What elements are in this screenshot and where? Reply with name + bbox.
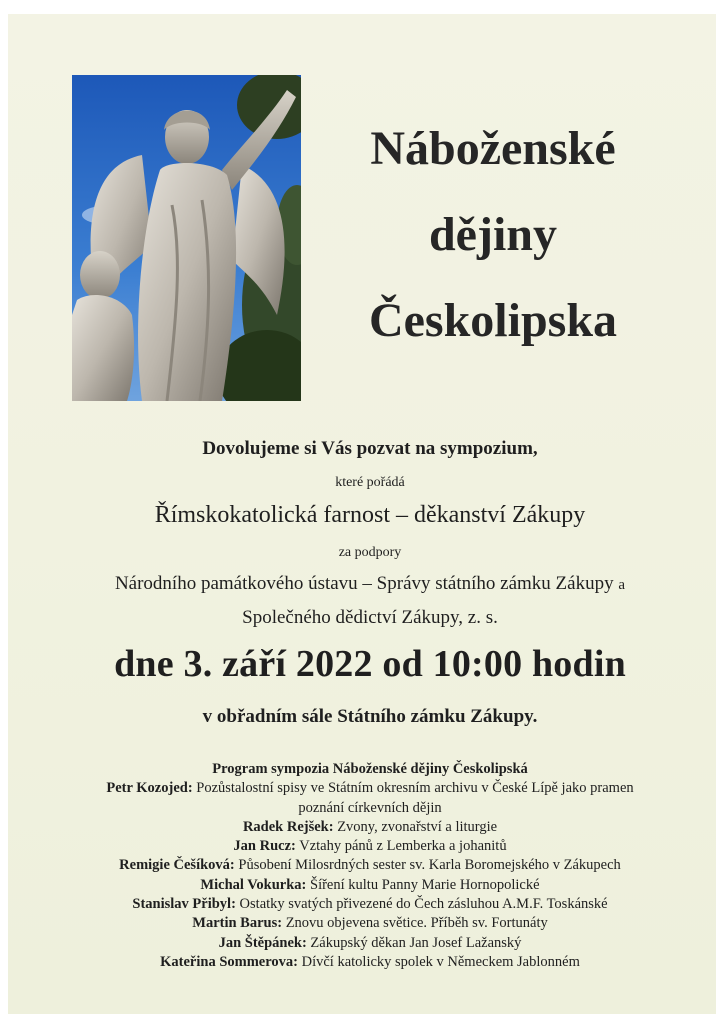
supporter-2: Společného dědictví Zákupy, z. s. — [242, 607, 498, 628]
talk-topic: Působení Milosrdných sester sv. Karla Boromejského v Zákupech — [238, 857, 621, 874]
title-line-2: dějiny — [428, 208, 557, 261]
program-item — [48, 837, 692, 856]
talk-topic: Šíření kultu Panny Marie Hornopolické — [310, 876, 540, 893]
talk-topic: Zvony, zvonařství a liturgie — [337, 818, 498, 835]
program-item — [48, 818, 692, 837]
speaker-name: Remigie Češíková: — [119, 857, 235, 874]
organizer-intro: které pořádá — [335, 475, 405, 490]
event-venue: v obřadním sále Státního zámku Zákupy. — [202, 706, 538, 727]
talk-topic: Zákupský děkan Jan Josef Lažanský — [310, 934, 522, 951]
talk-topic-continued: poznání církevních dějin — [298, 799, 442, 816]
speaker-name: Petr Kozojed: — [106, 780, 193, 797]
talk-topic: Vztahy pánů z Lemberka a johanitů — [299, 838, 507, 855]
talk-topic: Dívčí katolicky spolek v Německem Jablonném — [301, 953, 580, 970]
program-item — [48, 856, 692, 875]
organizer-name: Římskokatolická farnost – děkanství Zákupy — [154, 502, 586, 528]
title-line-3: Českolipska — [368, 294, 618, 347]
talk-topic: Znovu objevena světice. Příběh sv. Fortunáty — [285, 915, 548, 932]
speaker-name: Radek Rejšek: — [242, 818, 334, 835]
invitation-text: Dovolujeme si Vás pozvat na sympozium, — [202, 438, 538, 459]
program-item — [48, 934, 692, 953]
supporter-conjunction: a — [618, 577, 626, 593]
speaker-name: Jan Štěpánek: — [218, 934, 307, 951]
program-item — [48, 953, 692, 972]
program-item — [48, 914, 692, 933]
speaker-name: Jan Rucz: — [233, 838, 296, 855]
speaker-name: Kateřina Sommerova: — [160, 953, 298, 970]
program-item — [48, 895, 692, 914]
program-section — [48, 760, 692, 972]
speaker-name: Martin Barus: — [192, 915, 283, 932]
speaker-name: Michal Vokurka: — [200, 876, 307, 893]
support-intro: za podpory — [338, 545, 402, 560]
talk-topic: Pozůstalostní spisy ve Státním okresním archivu v České Lípě jako pramen — [196, 780, 634, 797]
poster-title — [308, 106, 678, 364]
title-line-1: Náboženské — [370, 122, 616, 175]
angel-statue-photo — [72, 75, 301, 401]
program-item — [48, 779, 692, 818]
program-item — [48, 876, 692, 895]
supporter-1: Národního památkového ústavu – Správy státního zámku Zákupy — [114, 573, 614, 594]
program-title: Program sympozia Náboženské dějiny Českolipská — [212, 761, 528, 777]
poster-page — [8, 14, 716, 1014]
supporter-line-1 — [28, 573, 712, 595]
speaker-name: Stanislav Přibyl: — [132, 896, 236, 913]
talk-topic: Ostatky svatých přivezené do Čech zásluhou A.M.F. Toskánské — [239, 896, 608, 913]
event-date: dne 3. září 2022 od 10:00 hodin — [114, 643, 626, 685]
